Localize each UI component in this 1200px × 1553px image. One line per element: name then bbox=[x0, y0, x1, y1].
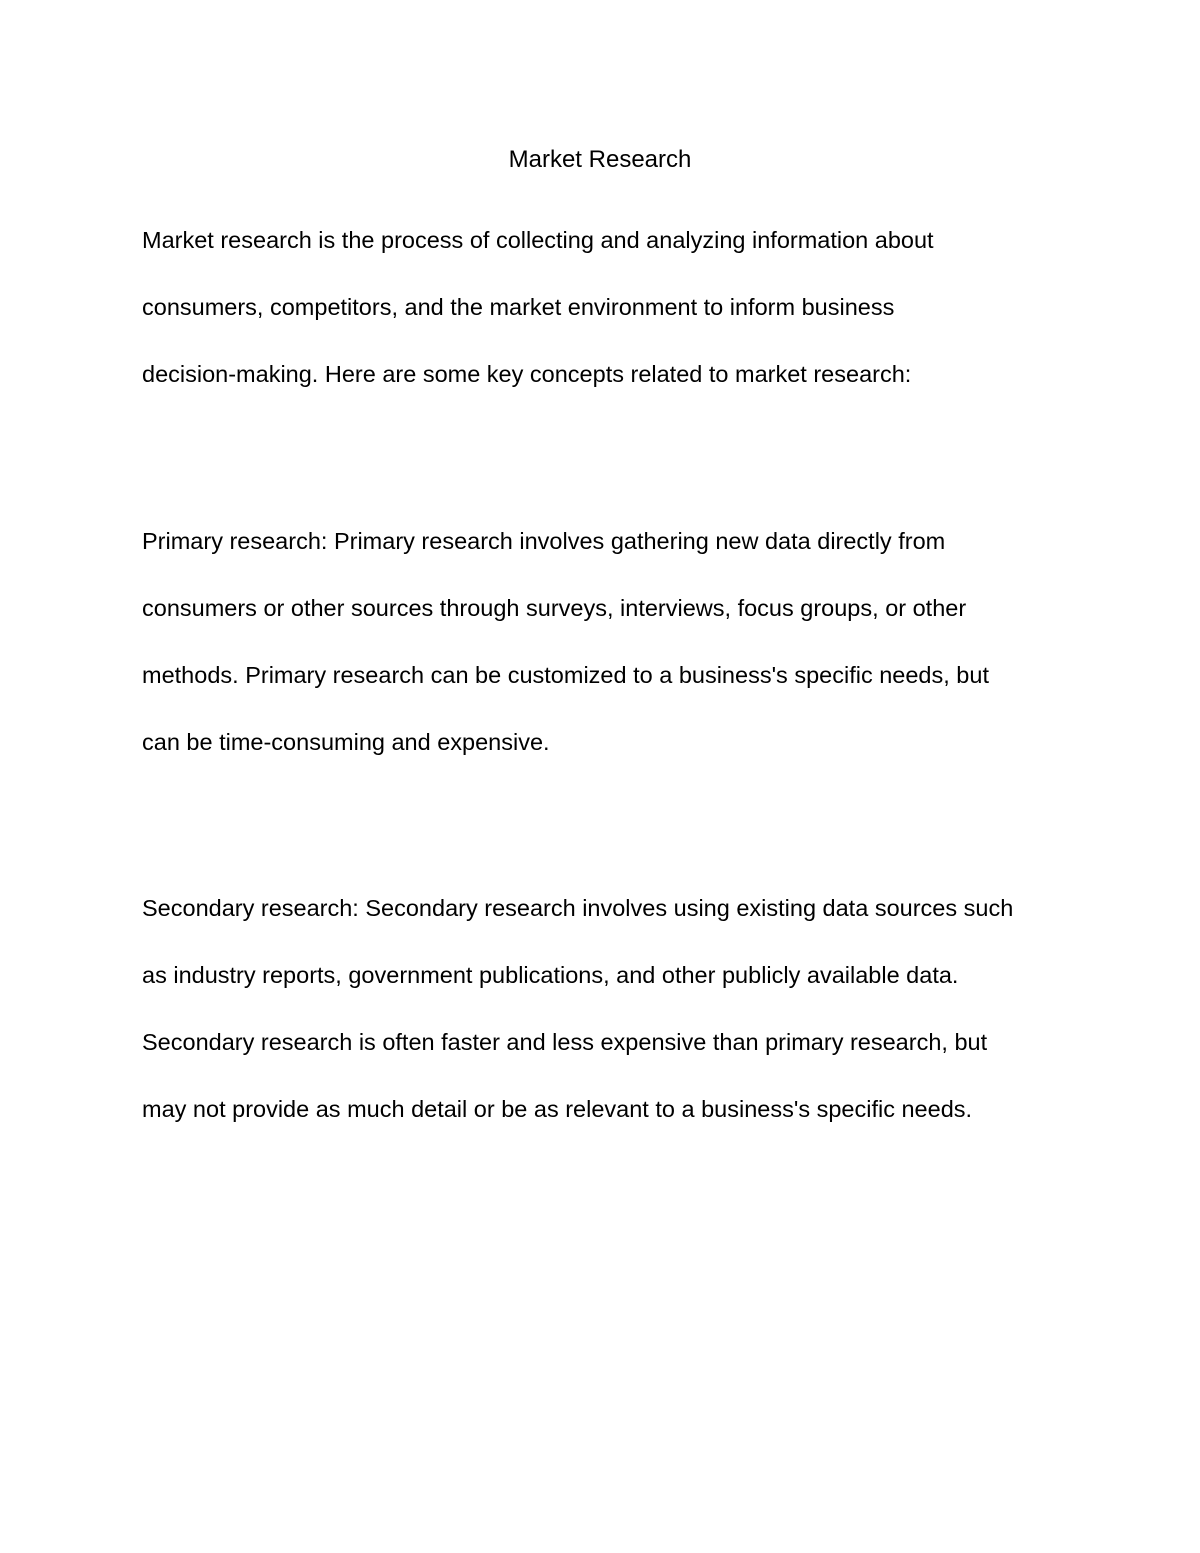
secondary-research-paragraph bbox=[142, 875, 1062, 1143]
paragraph-line: Secondary research is often faster and less expensive than primary research, but bbox=[142, 1029, 988, 1055]
paragraph-line: consumers, competitors, and the market environment to inform business bbox=[142, 294, 895, 320]
paragraph-line: may not provide as much detail or be as relevant to a business's specific needs. bbox=[142, 1096, 973, 1122]
page-title: Market Research bbox=[508, 146, 692, 173]
paragraph-line: Secondary research: Secondary research involves using existing data sources such bbox=[142, 895, 1014, 921]
paragraph-line: can be time-consuming and expensive. bbox=[142, 729, 550, 755]
intro-paragraph bbox=[142, 207, 1062, 408]
paragraph-line: Primary research: Primary research involves gathering new data directly from bbox=[142, 528, 946, 554]
paragraph-line: decision-making. Here are some key concepts related to market research: bbox=[142, 361, 912, 387]
paragraph-line: methods. Primary research can be customized to a business's specific needs, but bbox=[142, 662, 989, 688]
paragraph-line: consumers or other sources through surveys, interviews, focus groups, or other bbox=[142, 595, 967, 621]
paragraph-line: Market research is the process of collecting and analyzing information about bbox=[142, 227, 934, 253]
primary-research-paragraph bbox=[142, 508, 1062, 776]
paragraph-line: as industry reports, government publications, and other publicly available data. bbox=[142, 962, 959, 988]
